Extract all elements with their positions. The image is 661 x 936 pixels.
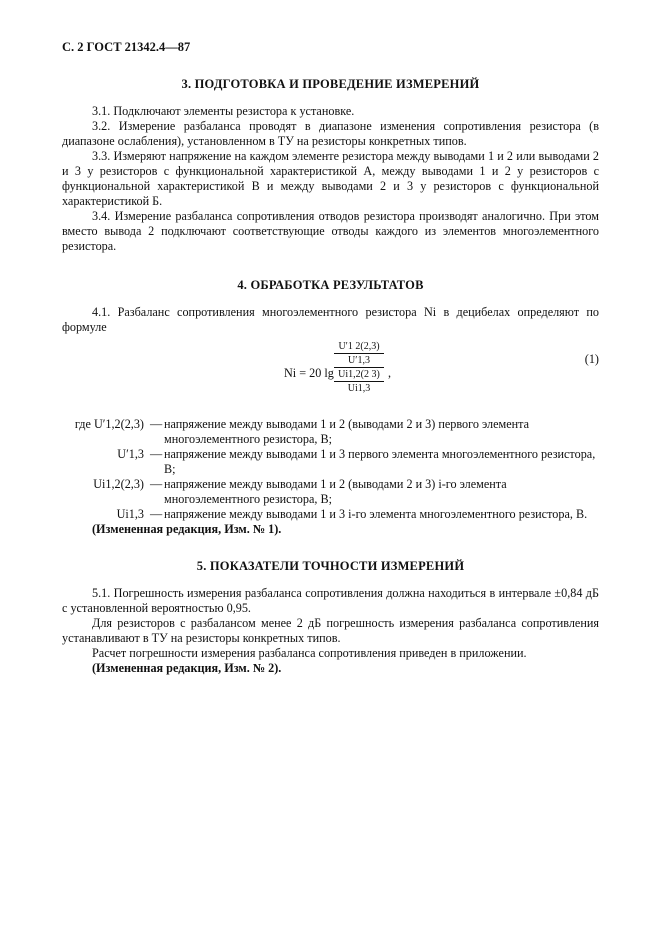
- numerator-top: U′1 2(2,3): [338, 341, 380, 352]
- definition-row: [62, 477, 599, 507]
- definition-text: напряжение между выводами 1 и 3 первого элемента многоэлементного резистора, В;: [164, 447, 596, 476]
- section-4-title: 4. ОБРАБОТКА РЕЗУЛЬТАТОВ: [237, 278, 424, 292]
- definition-dash: —: [150, 477, 163, 491]
- denominator-top: Ui1,2(2 3): [338, 369, 380, 380]
- inner-bar-top: [334, 353, 384, 354]
- edit-note-1: (Измененная редакция, Изм. № 1).: [92, 522, 282, 536]
- paragraph-3-2: 3.2. Измерение разбаланса проводят в диапазоне изменения сопротивления резистора (в диапазоне ослабления), установленном в ТУ на резисторы конкретных типов.: [62, 119, 599, 148]
- main-fraction-bar: [334, 367, 384, 368]
- definitions-list: [62, 417, 599, 522]
- definition-text: напряжение между выводами 1 и 2 (выводами 2 и 3) первого элемента многоэлементного резистора, В;: [164, 417, 530, 446]
- formula-comma: ,: [388, 366, 392, 380]
- document-page: [62, 40, 599, 676]
- section-5-title: 5. ПОКАЗАТЕЛИ ТОЧНОСТИ ИЗМЕРЕНИЙ: [196, 559, 465, 573]
- section-5-body: [62, 586, 599, 676]
- formula-fraction: [334, 341, 384, 394]
- definition-symbol: Ui1,2(2,3): [93, 477, 144, 491]
- definition-dash: —: [150, 447, 163, 461]
- edit-note-2: (Измененная редакция, Изм. № 2).: [92, 661, 282, 675]
- section-3-body: [62, 104, 599, 254]
- formula-lhs: Ni = 20 lg: [284, 366, 334, 380]
- running-head: С. 2 ГОСТ 21342.4—87: [62, 40, 191, 54]
- paragraph-5-3: Расчет погрешности измерения разбаланса сопротивления приведен в приложении.: [92, 646, 527, 660]
- paragraph-3-1: 3.1. Подключают элементы резистора к установке.: [92, 104, 355, 118]
- paragraph-5-2: Для резисторов с разбалансом менее 2 дБ погрешность измерения разбаланса сопротивления устанавливают в ТУ на резисторы конкретных типов.: [62, 616, 599, 645]
- inner-bar-bottom: [334, 381, 384, 382]
- numerator-bottom: U′1,3: [348, 355, 370, 366]
- formula-1: [62, 341, 599, 413]
- where-label: где: [74, 417, 91, 431]
- section-3-title: 3. ПОДГОТОВКА И ПРОВЕДЕНИЕ ИЗМЕРЕНИЙ: [181, 77, 480, 91]
- definition-row: [62, 507, 599, 522]
- definition-symbol: Ui1,3: [116, 507, 144, 521]
- definition-symbol: U′1,3: [117, 447, 144, 461]
- definition-dash: —: [150, 417, 163, 431]
- paragraph-3-3: 3.3. Измеряют напряжение на каждом элементе резистора между выводами 1 и 2 или выводами 2 и 3 у резисторов с функциональной характеристикой А, между выводами 1 и 2 у резисторов с функциональной характеристикой В и между выводами 2 и 3 у резисторов с функциональной характеристикой Б.: [62, 149, 599, 208]
- section-4-body: [62, 305, 599, 537]
- definition-symbol: где U′1,2(2,3): [74, 417, 144, 431]
- definition-row: [62, 447, 599, 477]
- definition-dash: —: [150, 507, 163, 521]
- equation-number: (1): [584, 352, 599, 366]
- paragraph-3-4: 3.4. Измерение разбаланса сопротивления отводов резистора производят аналогично. При этом вместо вывода 2 подключают соответствующие отводы каждого из элементов многоэлементного резистора.: [62, 209, 599, 253]
- denominator-bottom: Ui1,3: [347, 383, 371, 394]
- paragraph-4-1: 4.1. Разбаланс сопротивления многоэлементного резистора Ni в децибелах определяют по формуле: [62, 305, 599, 334]
- definition-text: напряжение между выводами 1 и 3 i-го элемента многоэлементного резистора, В.: [164, 507, 588, 521]
- paragraph-5-1: 5.1. Погрешность измерения разбаланса сопротивления должна находиться в интервале ±0,84 дБ с установленной вероятностью 0,95.: [62, 586, 599, 615]
- definition-text: напряжение между выводами 1 и 2 (выводами 2 и 3) i-го элемента многоэлементного резистора, В;: [164, 477, 507, 506]
- definition-row: [62, 417, 599, 447]
